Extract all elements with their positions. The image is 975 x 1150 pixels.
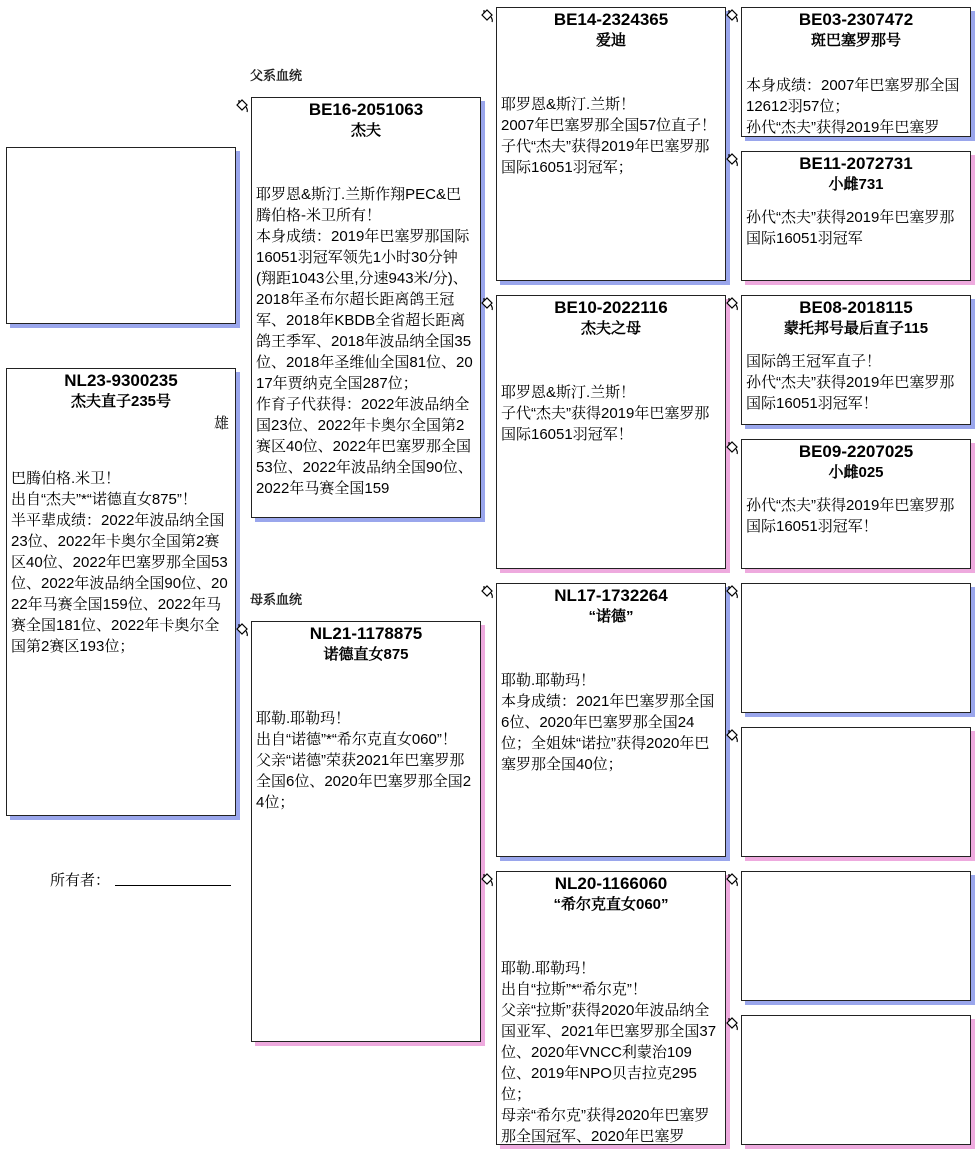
owner-label: 所有者：	[50, 872, 111, 889]
sire-ring: BE16-2051063	[308, 100, 424, 119]
ssd-name: 小雌731	[828, 176, 884, 193]
dss-edit-icon[interactable]	[724, 584, 740, 600]
sd-ring: BE10-2022116	[554, 298, 668, 317]
sire-sire-card[interactable]	[496, 7, 726, 281]
sdd-desc: 孙代“杰夫”获得2019年巴塞罗那国际16051羽冠军！	[746, 497, 955, 535]
subject-name: 杰夫直子235号	[70, 393, 172, 410]
dam-sire-card[interactable]	[496, 583, 726, 857]
sss-name: 斑巴塞罗那号	[810, 32, 901, 49]
subject-edit-icon[interactable]	[234, 622, 250, 638]
ssd-card[interactable]	[741, 151, 971, 281]
subject-desc: 巴腾伯格.米卫！ 出自“杰夫”*“诺德直女875”！ 半平辈成绩：2022年波品纳全国23位、2022年卡奥尔全国第2赛区40位、2022年巴塞罗那全国53位、2022年波品纳全国90位、2022年马赛全国159位、2022年马赛全国181位、2022年卡奥尔全国第2赛区193位；	[11, 470, 228, 655]
sds-name: 蒙托邦号最后直子115	[783, 320, 929, 337]
dds-card[interactable]	[741, 871, 971, 1001]
sss-card[interactable]	[741, 7, 971, 137]
ds-ring: NL17-1732264	[554, 586, 668, 605]
sds-card[interactable]	[741, 295, 971, 425]
owner-line[interactable]	[115, 885, 231, 886]
sire-name: 杰夫	[350, 122, 381, 139]
sds-edit-icon[interactable]	[724, 296, 740, 312]
ssd-edit-icon[interactable]	[724, 152, 740, 168]
ds-edit-icon[interactable]	[479, 584, 495, 600]
ss-desc: 耶罗恩&斯汀.兰斯！ 2007年巴塞罗那全国57位直子！ 子代“杰夫”获得2019年巴塞罗那国际16051羽冠军；	[501, 96, 717, 176]
ss-edit-icon[interactable]	[479, 8, 495, 24]
ds-desc: 耶勒.耶勒玛！ 本身成绩：2021年巴塞罗那全国6位、2020年巴塞罗那全国24位；全姐妹“诺拉”获得2020年巴塞罗那全国40位；	[501, 672, 715, 773]
dam-ring: NL21-1178875	[309, 624, 423, 643]
dsd-edit-icon[interactable]	[724, 728, 740, 744]
ss-name: 爱迪	[595, 32, 626, 49]
sss-ring: BE03-2307472	[798, 10, 914, 29]
sire-desc: 耶罗恩&斯汀.兰斯作翔PEC&巴腾伯格-米卫所有！ 本身成绩：2019年巴塞罗那国际16051羽冠军领先1小时30分钟(翔距1043公里,分速943米/分)、2018年圣布尔超长距离鸽王冠军、2018年KBDB全省超长距离鸽王季军、2018年波品纳全国35位、2018年圣维仙全国81位、2017年贾纳克全国287位； 作育子代获得：2022年波品纳全国23位、2022年卡奥尔全国第2赛区40位、2022年巴塞罗那全国53位、2022年波品纳全国90位、2022年马赛全国159	[256, 186, 473, 497]
dsd-card[interactable]	[741, 727, 971, 857]
dd-ring: NL20-1166060	[554, 874, 668, 893]
dd-desc: 耶勒.耶勒玛！ 出自“拉斯”*“希尔克”！ 父亲“拉斯”获得2020年波品纳全国亚军、2021年巴塞罗那全国37位、2020年VNCC利蒙治109位、2019年NPO贝吉拉克295位； 母亲“希尔克”获得2020年巴塞罗那全国冠军、2020年巴塞罗	[501, 960, 717, 1145]
sire-dam-card[interactable]	[496, 295, 726, 569]
sdd-ring: BE09-2207025	[798, 442, 914, 461]
ddd-edit-icon[interactable]	[724, 1016, 740, 1032]
ss-ring: BE14-2324365	[553, 10, 669, 29]
sdd-name: 小雌025	[828, 464, 884, 481]
dss-card[interactable]	[741, 583, 971, 713]
sss-desc: 本身成绩：2007年巴塞罗那全国12612羽57位； 孙代“杰夫”获得2019年巴塞罗	[746, 77, 960, 136]
sss-edit-icon[interactable]	[724, 8, 740, 24]
sds-ring: BE08-2018115	[799, 298, 913, 317]
dam-dam-card[interactable]	[496, 871, 726, 1145]
sdd-edit-icon[interactable]	[724, 440, 740, 456]
dd-edit-icon[interactable]	[479, 872, 495, 888]
sire-line-label: 父系血统	[250, 68, 303, 83]
sds-desc: 国际鸽王冠军直子！ 孙代“杰夫”获得2019年巴塞罗那国际16051羽冠军！	[746, 353, 955, 412]
dam-desc: 耶勒.耶勒玛！ 出自“诺德”*“希尔克直女060”！ 父亲“诺德”荣获2021年巴塞罗那全国6位、2020年巴塞罗那全国24位；	[256, 710, 472, 811]
ssd-desc: 孙代“杰夫”获得2019年巴塞罗那国际16051羽冠军	[746, 209, 955, 247]
subject-card[interactable]	[6, 368, 236, 816]
sd-name: 杰夫之母	[580, 320, 641, 337]
sdd-card[interactable]	[741, 439, 971, 569]
dd-name: “希尔克直女060”	[553, 896, 669, 913]
sire-card[interactable]	[251, 97, 481, 518]
ssd-ring: BE11-2072731	[799, 154, 913, 173]
subject-ring: NL23-9300235	[64, 371, 178, 390]
sd-desc: 耶罗恩&斯汀.兰斯！ 子代“杰夫”获得2019年巴塞罗那国际16051羽冠军！	[501, 384, 710, 443]
photo-box	[6, 147, 236, 324]
sire-edit-icon[interactable]	[234, 98, 250, 114]
ds-name: “诺德”	[588, 608, 634, 625]
dds-edit-icon[interactable]	[724, 872, 740, 888]
ddd-card[interactable]	[741, 1015, 971, 1145]
subject-sex: 雄	[213, 415, 229, 432]
dam-line-label: 母系血统	[250, 592, 303, 607]
sd-edit-icon[interactable]	[479, 296, 495, 312]
dam-card[interactable]	[251, 621, 481, 1042]
dam-name: 诺德直女875	[323, 646, 409, 663]
